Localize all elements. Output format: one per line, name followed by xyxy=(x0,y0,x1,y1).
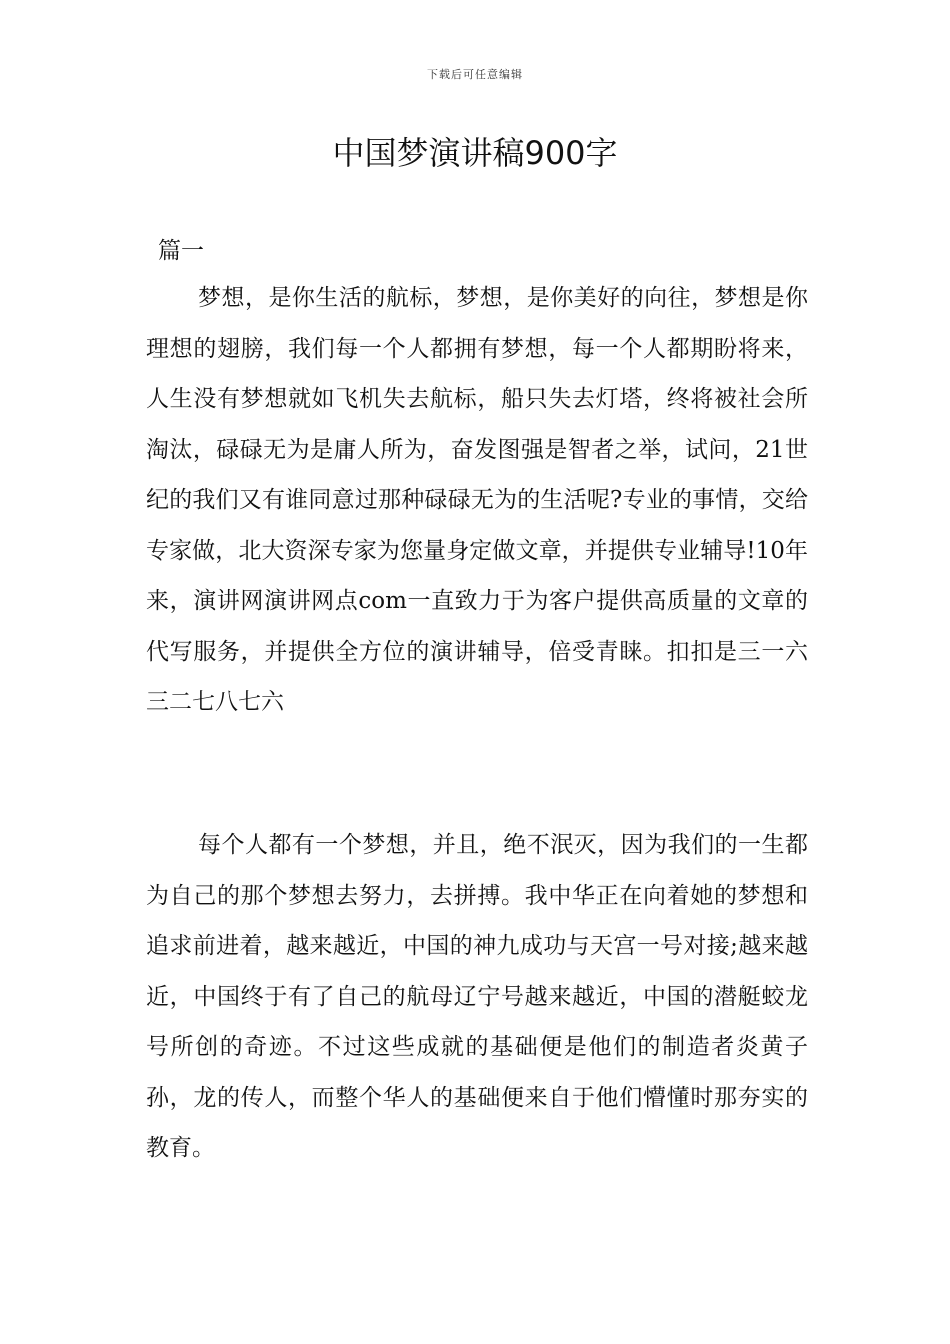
document-title: 中国梦演讲稿900字 xyxy=(332,134,618,172)
section-label: 篇一 xyxy=(158,238,204,264)
header-note: 下载后可任意编辑 xyxy=(427,68,523,81)
paragraph-2: 每个人都有一个梦想，并且，绝不泯灭，因为我们的一生都为自己的那个梦想去努力，去拼搏。我中华正在向着她的梦想和追求前进着，越来越近，中国的神九成功与天宫一号对接;越来越近，中国终于有了自己的航母辽宁号越来越近，中国的潜艇蛟龙号所创的奇迹。不过这些成就的基础便是他们的制造者炎黄子孙，龙的传人，而整个华人的基础便来自于他们懵懂时那夯实的教育。 xyxy=(146,832,808,1161)
paragraph-1: 梦想，是你生活的航标，梦想，是你美好的向往，梦想是你理想的翅膀，我们每一个人都拥有梦想，每一个人都期盼将来，人生没有梦想就如飞机失去航标，船只失去灯塔，终将被社会所淘汰，碌碌无为是庸人所为，奋发图强是智者之举，试问，21世纪的我们又有谁同意过那种碌碌无为的生活呢?专业的事情，交给专家做，北大资深专家为您量身定做文章，并提供专业辅导!10年来，演讲网演讲网点com一直致力于为客户提供高质量的文章的代写服务，并提供全方位的演讲辅导，倍受青睐。扣扣是三一六三二七八七六 xyxy=(146,285,808,715)
